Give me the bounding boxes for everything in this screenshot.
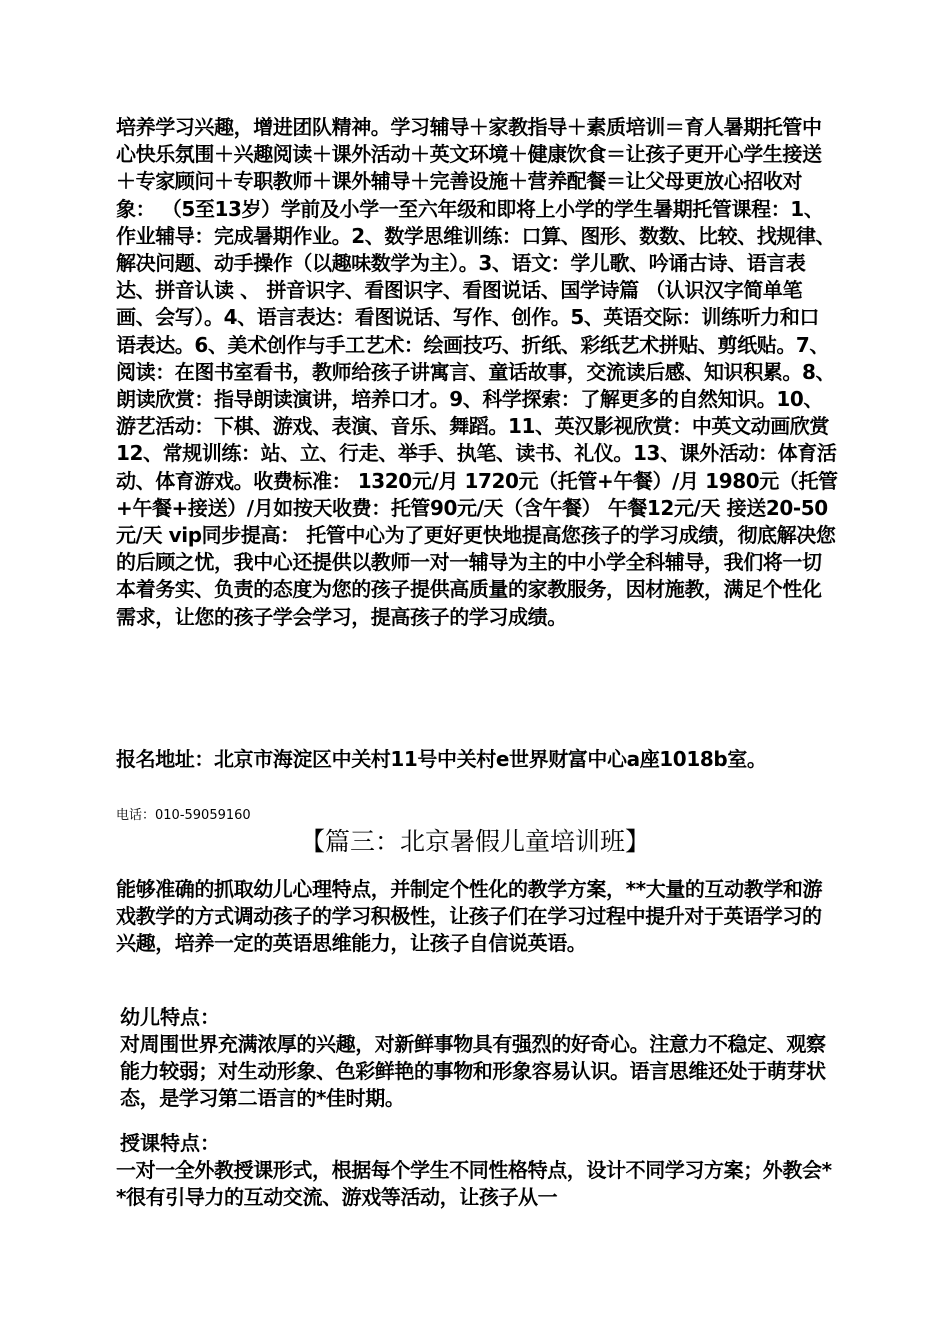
paragraph-summer-care-program: 培养学习兴趣，增进团队精神。学习辅导＋家教指导＋素质培训＝育人暑期托管中心快乐氛围＋兴趣阅读＋课外活动＋英文环境＋健康饮食＝让孩子更开心学生接送＋专家顾问＋专职教师＋课外辅导＋完善设施＋营养配餐＝让父母更放心招收对象： （5至13岁）学前及小学一至六年级和即将上小学的学生暑期托管课程：1、作业辅导：完成暑期作业。2、数学思维训练：口算、图形、数数、比较、找规律、解决问题、动手操作（以趣味数学为主）。3、语文：学儿歌、吟诵古诗、语言表达、拼音认读 、 拼音识字、看图识字、看图说话、国学诗篇 （认识汉字简单笔画、会写）。4、语言表达：看图说话、写作、创作。5、英语交际：训练听力和口语表达。6、美术创作与手工艺术：绘画技巧、折纸、彩纸艺术拼贴、剪纸贴。7、阅读：在图书室看书，教师给孩子讲寓言、童话故事，交流读后感、知识积累。8、朗读欣赏：指导朗读演讲，培养口才。9、科学探索：了解更多的自然知识。10、游艺活动：下棋、游戏、表演、音乐、舞蹈。11、英汉影视欣赏：中英文动画欣赏 12、常规训练：站、立、行走、举手、执笔、读书、礼仪。13、课外活动：体育活动、体育游戏。收费标准： 1320元/月 1720元（托管+午餐）/月 1980元（托管+午餐+接送）/月如按天收费：托管90元/天（含午餐） 午餐12元/天 接送20-50元/天 vip同步提高： 托管中心为了更好更快地提高您孩子的学习成绩，彻底解决您的后顾之忧，我中心还提供以教师一对一辅导为主的中小学全科辅导，我们将一切本着务实、负责的态度为您的孩子提供高质量的家教服务，因材施教，满足个性化需求，让您的孩子学会学习，提高孩子的学习成绩。 — [116, 115, 838, 629]
kid-traits-text: 对周围世界充满浓厚的兴趣，对新鲜事物具有强烈的好奇心。注意力不稳定、观察能力较弱；对生动形象、色彩鲜艳的事物和形象容易认识。语言思维还处于萌芽状态，是学习第二语言的*佳时期。 — [120, 1032, 826, 1111]
kid-traits-heading: 幼儿特点： — [120, 1005, 220, 1029]
contact-phone: 电话：010-59059160 — [116, 808, 251, 823]
paragraph-intro: 能够准确的抓取幼儿心理特点，并制定个性化的教学方案，**大量的互动教学和游戏教学的方式调动孩子的学习积极性，让孩子们在学习过程中提升对于英语学习的兴趣，培养一定的英语思维能力，让孩子自信说英语。 — [116, 877, 823, 956]
registration-address: 报名地址：北京市海淀区中关村11号中关村e世界财富中心a座1018b室。 — [116, 747, 767, 771]
teaching-traits-heading: 授课特点： — [120, 1131, 220, 1155]
teaching-traits-text: 一对一全外教授课形式，根据每个学生不同性格特点，设计不同学习方案；外教会**很有引导力的互动交流、游戏等活动，让孩子从一 — [116, 1158, 832, 1210]
section-heading: 【篇三：北京暑假儿童培训班】 — [299, 827, 650, 856]
